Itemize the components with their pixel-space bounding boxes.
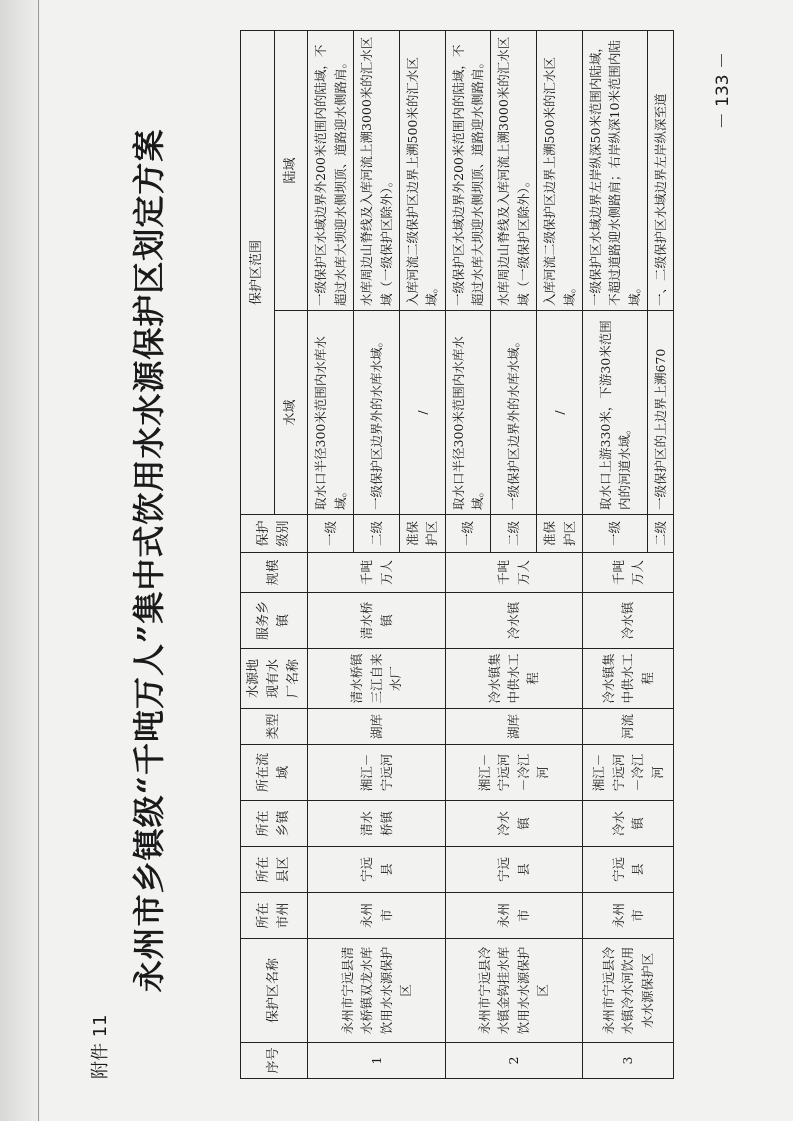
cell-land: 入库河流二级保护区边界上溯500米的汇水区域。: [399, 30, 445, 310]
cell-level: 二级: [354, 515, 400, 553]
cell-land: 水库周边山脊线及入库河流上溯3000米的汇水区域（一级保护区除外）。: [491, 30, 537, 310]
cell-town: 冷水镇: [445, 801, 582, 847]
cell-basin: 湘江－宁远河: [308, 745, 445, 801]
cell-city: 永州市: [582, 893, 674, 939]
cell-basin: 湘江－宁远河－冷江河: [582, 745, 674, 801]
cell-water: 一级保护区边界外的水库水域。: [491, 311, 537, 515]
cell-land: 一级保护区水域边界左岸纵深50米范围内陆域，不超过道路迎水侧路肩；右岸纵深10米范围内陆域。: [582, 30, 647, 310]
page-number: － 133 －: [713, 52, 733, 130]
header-service: 服务乡镇: [241, 593, 308, 649]
cell-level: 一级: [582, 515, 647, 553]
cell-seq: 1: [308, 1043, 445, 1079]
cell-level: 准保护区: [399, 515, 445, 553]
cell-service: 清水桥镇: [308, 593, 445, 649]
cell-water: 取水口上游330米，下游30米范围内的河道水域。: [582, 311, 647, 515]
cell-town: 清水桥镇: [308, 801, 445, 847]
header-scale: 规模: [241, 553, 308, 593]
table-header-row: [241, 30, 275, 1078]
cell-level: 一级: [445, 515, 491, 553]
cell-service: 冷水镇: [582, 593, 674, 649]
header-plant: 水源地现有水厂名称: [241, 649, 308, 709]
header-water: 水域: [274, 311, 308, 515]
cell-water: 一级保护区的上边界上溯670: [648, 311, 674, 515]
cell-level: 准保护区: [537, 515, 583, 553]
header-county: 所在县区: [241, 847, 308, 893]
cell-land: 入库河流二级保护区边界上溯500米的汇水区域。: [537, 30, 583, 310]
cell-land: 水库周边山脊线及入库河流上溯3000米的汇水区域（一级保护区除外）。: [354, 30, 400, 310]
cell-water: 一级保护区边界外的水库水域。: [354, 311, 400, 515]
cell-county: 宁远县: [582, 847, 674, 893]
cell-name: 永州市宁远县冷水镇冷水河饮用水水源保护区: [582, 939, 674, 1043]
cell-water: 取水口半径300米范围内水库水域。: [308, 311, 354, 515]
cell-plant: 清水桥镇三江自来水厂: [308, 649, 445, 709]
cell-scale: 千吨万人: [308, 553, 445, 593]
header-land: 陆域: [274, 30, 308, 310]
table-row: [445, 30, 491, 1078]
cell-level: 二级: [491, 515, 537, 553]
cell-scale: 千吨万人: [445, 553, 582, 593]
header-town: 所在乡镇: [241, 801, 308, 847]
cell-type: 河流: [582, 709, 674, 745]
cell-service: 冷水镇: [445, 593, 582, 649]
header-name: 保护区名称: [241, 939, 308, 1043]
document-title: 永州市乡镇级“千吨万人”集中式饮用水水源保护区划定方案: [130, 128, 168, 993]
cell-level: 一级: [308, 515, 354, 553]
cell-water: /: [537, 311, 583, 515]
table-row: [308, 30, 354, 1078]
cell-plant: 冷水镇集中供水工程: [445, 649, 582, 709]
cell-county: 宁远县: [445, 847, 582, 893]
cell-plant: 冷水镇集中供水工程: [582, 649, 674, 709]
cell-city: 永州市: [308, 893, 445, 939]
table-row: [582, 30, 647, 1078]
header-type: 类型: [241, 709, 308, 745]
header-seq: 序号: [241, 1043, 308, 1079]
cell-county: 宁远县: [308, 847, 445, 893]
cell-land: 一级保护区水域边界外200米范围内的陆域，不超过水库大坝迎水侧坝顶、道路迎水侧路肩。: [308, 30, 354, 310]
header-city: 所在市州: [241, 893, 308, 939]
appendix-label: 附件 11: [90, 1014, 111, 1079]
cell-name: 永州市宁远县清水桥镇双龙水库饮用水水源保护区: [308, 939, 445, 1043]
cell-type: 湖库: [445, 709, 582, 745]
cell-level: 二级: [648, 515, 674, 553]
header-range: 保护区范围: [241, 30, 275, 514]
cell-scale: 千吨万人: [582, 553, 674, 593]
cell-water: 取水口半径300米范围内水库水域。: [445, 311, 491, 515]
header-level: 保护级别: [241, 515, 308, 553]
cell-water: /: [399, 311, 445, 515]
protection-zone-table: [240, 30, 674, 1079]
cell-land: 一级保护区水域边界外200米范围内的陆域，不超过水库大坝迎水侧坝顶、道路迎水侧路肩。: [445, 30, 491, 310]
cell-basin: 湘江－宁远河－冷江河: [445, 745, 582, 801]
cell-town: 冷水镇: [582, 801, 674, 847]
cell-land: 一、二级保护区水域边界左岸纵深至道: [648, 30, 674, 310]
cell-seq: 2: [445, 1043, 582, 1079]
cell-name: 永州市宁远县冷水镇金钩挂水库饮用水水源保护区: [445, 939, 582, 1043]
cell-seq: 3: [582, 1043, 674, 1079]
cell-type: 湖库: [308, 709, 445, 745]
cell-city: 永州市: [445, 893, 582, 939]
header-basin: 所在流域: [241, 745, 308, 801]
